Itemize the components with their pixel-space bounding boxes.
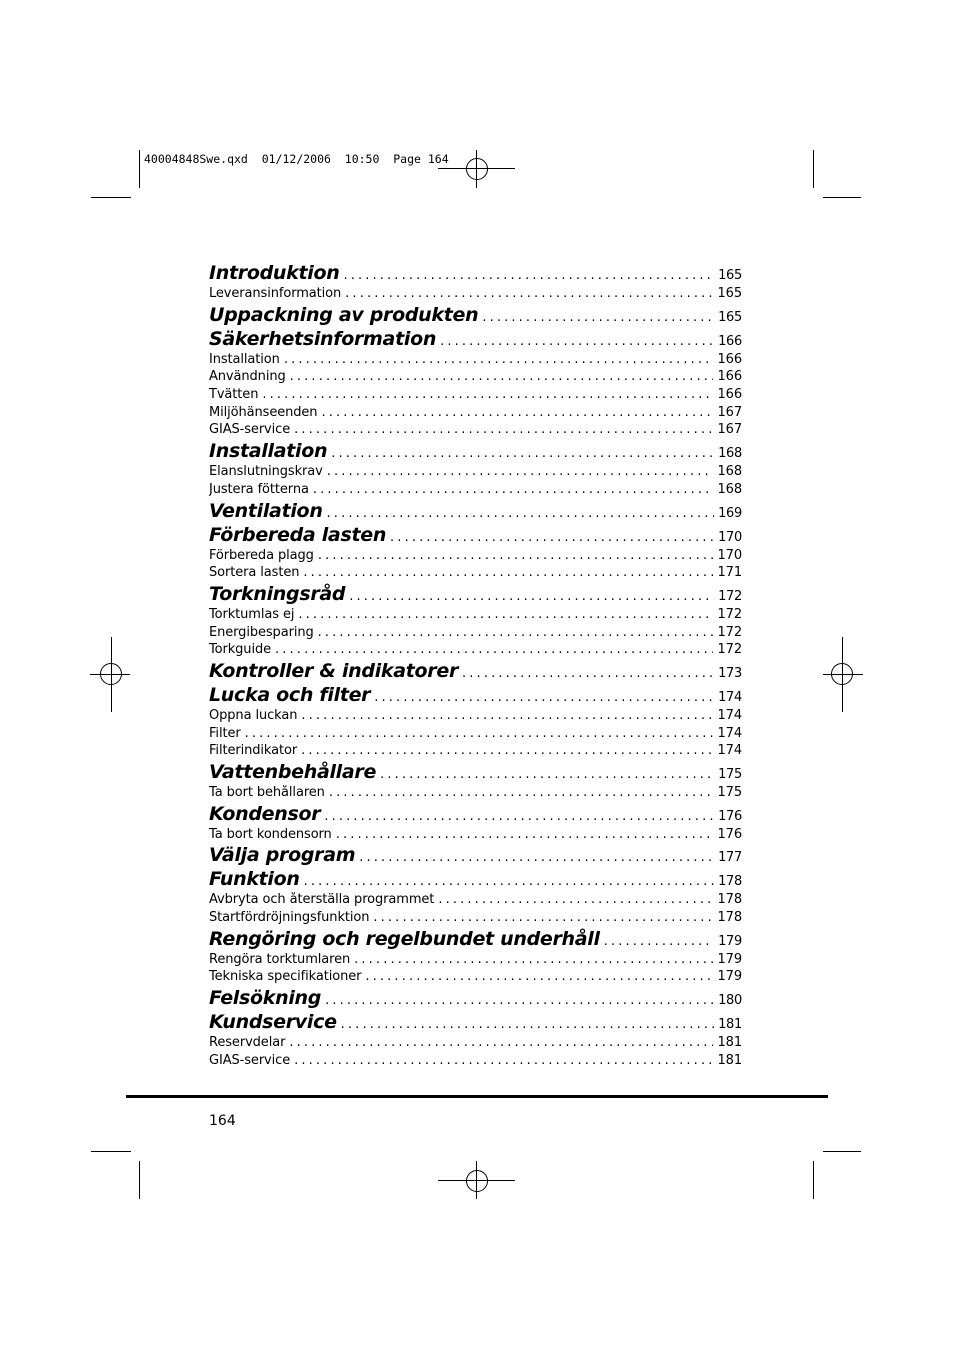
toc-entry[interactable]: [209, 286, 742, 304]
toc-heading[interactable]: [209, 524, 742, 548]
dot-leader: [290, 369, 714, 384]
toc-entry[interactable]: [209, 369, 742, 387]
toc-page-number: 165: [718, 309, 742, 325]
toc-entry[interactable]: [209, 969, 742, 987]
toc-title: Installation: [209, 351, 280, 367]
dot-leader: [262, 387, 713, 402]
dot-leader: [327, 506, 715, 521]
dot-leader: [318, 548, 714, 563]
toc-page-number: 165: [718, 268, 742, 283]
toc-title: Vattenbehållare: [209, 761, 377, 783]
toc-title: Förbereda lasten: [209, 523, 387, 546]
toc-title: Förbereda plagg: [209, 547, 314, 563]
toc-title: Sortera lasten: [209, 565, 300, 581]
dot-leader: [318, 625, 714, 640]
toc-page-number: 181: [717, 1035, 742, 1051]
toc-title: Lucka och filter: [209, 683, 371, 706]
crop-mark: [823, 197, 861, 198]
toc-entry[interactable]: [209, 1035, 742, 1053]
dot-leader: [604, 934, 714, 949]
toc-entry[interactable]: [209, 405, 742, 423]
toc-heading[interactable]: [209, 684, 742, 708]
toc-page-number: 174: [717, 707, 742, 723]
toc-page-number: 166: [717, 387, 742, 403]
toc-page-number: 169: [718, 505, 742, 521]
toc-title: Ta bort kondensorn: [209, 826, 332, 842]
toc-title: Leveransinformation: [209, 286, 342, 301]
print-slug: 40004848Swe.qxd 01/12/2006 10:50 Page 164: [144, 152, 449, 166]
dot-leader: [349, 589, 714, 604]
crop-mark: [813, 150, 814, 188]
toc-title: Funktion: [209, 868, 300, 891]
toc-title: Kundservice: [209, 1011, 337, 1034]
toc-page-number: 174: [717, 743, 742, 759]
toc-title: Torkningsråd: [209, 582, 346, 605]
crop-mark: [813, 1161, 814, 1199]
toc-title: Installation: [209, 440, 328, 463]
toc-page-number: 177: [718, 850, 742, 866]
toc-entry[interactable]: [209, 726, 742, 744]
toc-heading[interactable]: [209, 304, 742, 328]
toc-page-number: 166: [718, 333, 742, 349]
dot-leader: [324, 809, 714, 824]
toc-page-number: 173: [718, 665, 742, 681]
toc-title: Rengöring och regelbundet underhåll: [209, 927, 600, 950]
dot-leader: [482, 310, 714, 325]
toc-entry[interactable]: [209, 548, 742, 566]
crop-mark: [91, 197, 131, 198]
toc-page-number: 168: [718, 446, 742, 462]
toc-heading[interactable]: [209, 928, 742, 952]
dot-leader: [354, 952, 713, 967]
toc-page-number: 170: [718, 529, 742, 545]
toc-page-number: 174: [717, 725, 742, 741]
toc-heading[interactable]: [209, 1011, 742, 1035]
page-number: 164: [209, 1113, 236, 1129]
toc-title: Rengöra torktumlaren: [209, 951, 351, 967]
dot-leader: [365, 969, 713, 984]
toc-page-number: 181: [717, 1052, 742, 1068]
dot-leader: [380, 767, 714, 782]
dot-leader: [304, 874, 714, 889]
dot-leader: [374, 690, 714, 705]
dot-leader: [331, 446, 714, 461]
dot-leader: [301, 743, 713, 758]
dot-leader: [313, 482, 714, 497]
crop-mark: [139, 150, 140, 188]
toc-title: Torktumlas ej: [209, 606, 295, 622]
toc-page-number: 168: [717, 481, 742, 497]
toc-heading[interactable]: [209, 987, 742, 1011]
dot-leader: [462, 666, 714, 681]
dot-leader: [298, 607, 713, 622]
crop-mark: [91, 1151, 131, 1152]
dot-leader: [390, 530, 714, 545]
toc-page-number: 166: [717, 351, 742, 367]
table-of-contents: [209, 262, 742, 1071]
toc-page-number: 171: [717, 565, 742, 581]
toc-heading[interactable]: [209, 262, 742, 286]
toc-page-number: 165: [717, 286, 742, 301]
toc-heading[interactable]: [209, 328, 742, 352]
toc-entry[interactable]: [209, 952, 742, 970]
toc-page-number: 172: [717, 642, 742, 658]
dot-leader: [275, 642, 713, 657]
dot-leader: [289, 1035, 713, 1050]
toc-page-number: 179: [717, 969, 742, 985]
toc-heading[interactable]: [209, 803, 742, 827]
toc-page-number: 175: [718, 767, 742, 782]
toc-heading[interactable]: [209, 761, 742, 785]
toc-entry[interactable]: [209, 892, 742, 910]
toc-title: Torkguide: [209, 642, 272, 658]
toc-heading[interactable]: [209, 583, 742, 607]
toc-page-number: 179: [718, 933, 742, 949]
dot-leader: [359, 850, 714, 865]
dot-leader: [343, 268, 714, 283]
toc-title: Uppackning av produkten: [209, 303, 479, 326]
crop-mark: [139, 1161, 140, 1199]
dot-leader: [336, 827, 714, 842]
toc-entry[interactable]: [209, 827, 742, 845]
toc-title: Ventilation: [209, 499, 323, 522]
toc-title: Elanslutningskrav: [209, 464, 323, 480]
toc-entry[interactable]: [209, 708, 742, 726]
dot-leader: [245, 726, 714, 741]
toc-page-number: 175: [717, 785, 742, 800]
toc-title: Filterindikator: [209, 743, 298, 759]
toc-title: Kondensor: [209, 802, 321, 825]
toc-page-number: 181: [718, 1017, 742, 1033]
dot-leader: [327, 464, 714, 479]
toc-title: Reservdelar: [209, 1035, 286, 1051]
toc-title: Justera fötterna: [209, 481, 309, 497]
toc-entry[interactable]: [209, 625, 742, 643]
dot-leader: [294, 1053, 713, 1068]
dot-leader: [438, 892, 713, 907]
toc-page-number: 178: [717, 892, 742, 908]
toc-entry[interactable]: [209, 607, 742, 625]
toc-title: GIAS-service: [209, 422, 291, 438]
toc-page-number: 168: [717, 464, 742, 480]
toc-page-number: 167: [717, 404, 742, 420]
registration-circle: [466, 1170, 488, 1192]
toc-page-number: 180: [718, 993, 742, 1009]
toc-page-number: 176: [718, 808, 742, 824]
toc-entry[interactable]: [209, 1053, 742, 1071]
toc-entry[interactable]: [209, 642, 742, 660]
toc-title: GIAS-service: [209, 1052, 291, 1068]
registration-circle: [466, 158, 488, 180]
toc-heading[interactable]: [209, 868, 742, 892]
toc-title: Öppna luckan: [209, 707, 298, 723]
toc-title: Avbryta och återställa programmet: [209, 892, 435, 908]
registration-circle: [831, 663, 853, 685]
dot-leader: [284, 352, 714, 367]
toc-entry[interactable]: [209, 352, 742, 370]
toc-heading[interactable]: [209, 660, 742, 684]
footer-rule: [126, 1095, 828, 1098]
toc-entry[interactable]: [209, 565, 742, 583]
toc-page-number: 179: [717, 951, 742, 967]
crop-mark: [823, 1151, 861, 1152]
toc-page-number: 178: [718, 874, 742, 890]
toc-page-number: 172: [718, 588, 742, 604]
toc-title: Ta bort behållaren: [209, 785, 325, 800]
dot-leader: [373, 910, 713, 925]
toc-page-number: 167: [717, 422, 742, 438]
dot-leader: [329, 785, 714, 800]
toc-entry[interactable]: [209, 743, 742, 761]
toc-title: Energibesparing: [209, 624, 314, 640]
toc-title: Introduktion: [209, 262, 340, 284]
dot-leader: [321, 405, 713, 420]
registration-circle: [100, 663, 122, 685]
toc-title: Felsökning: [209, 987, 322, 1010]
toc-page-number: 166: [717, 369, 742, 385]
toc-page-number: 172: [717, 624, 742, 640]
toc-title: Filter: [209, 725, 241, 741]
toc-heading[interactable]: [209, 844, 742, 868]
toc-page-number: 172: [717, 606, 742, 622]
toc-title: Tekniska specifikationer: [209, 969, 362, 985]
toc-title: Startfördröjningsfunktion: [209, 910, 370, 926]
dot-leader: [294, 422, 713, 437]
toc-title: Användning: [209, 369, 286, 385]
toc-title: Kontroller & indikatorer: [209, 659, 459, 682]
toc-page-number: 178: [717, 910, 742, 926]
toc-heading[interactable]: [209, 440, 742, 464]
toc-title: Tvätten: [209, 387, 259, 403]
toc-entry[interactable]: [209, 422, 742, 440]
dot-leader: [345, 286, 713, 301]
dot-leader: [341, 1017, 714, 1032]
dot-leader: [325, 993, 714, 1008]
dot-leader: [301, 708, 713, 723]
dot-leader: [303, 565, 713, 580]
toc-page-number: 170: [717, 547, 742, 563]
toc-heading[interactable]: [209, 500, 742, 524]
toc-title: Säkerhetsinformation: [209, 327, 437, 350]
toc-entry[interactable]: [209, 464, 742, 482]
toc-page-number: 174: [718, 689, 742, 705]
toc-entry[interactable]: [209, 910, 742, 928]
toc-entry[interactable]: [209, 387, 742, 405]
toc-entry[interactable]: [209, 482, 742, 500]
toc-title: Miljöhänseenden: [209, 404, 318, 420]
toc-title: Välja program: [209, 844, 356, 867]
toc-page-number: 176: [717, 826, 742, 842]
dot-leader: [440, 334, 714, 349]
toc-entry[interactable]: [209, 785, 742, 803]
